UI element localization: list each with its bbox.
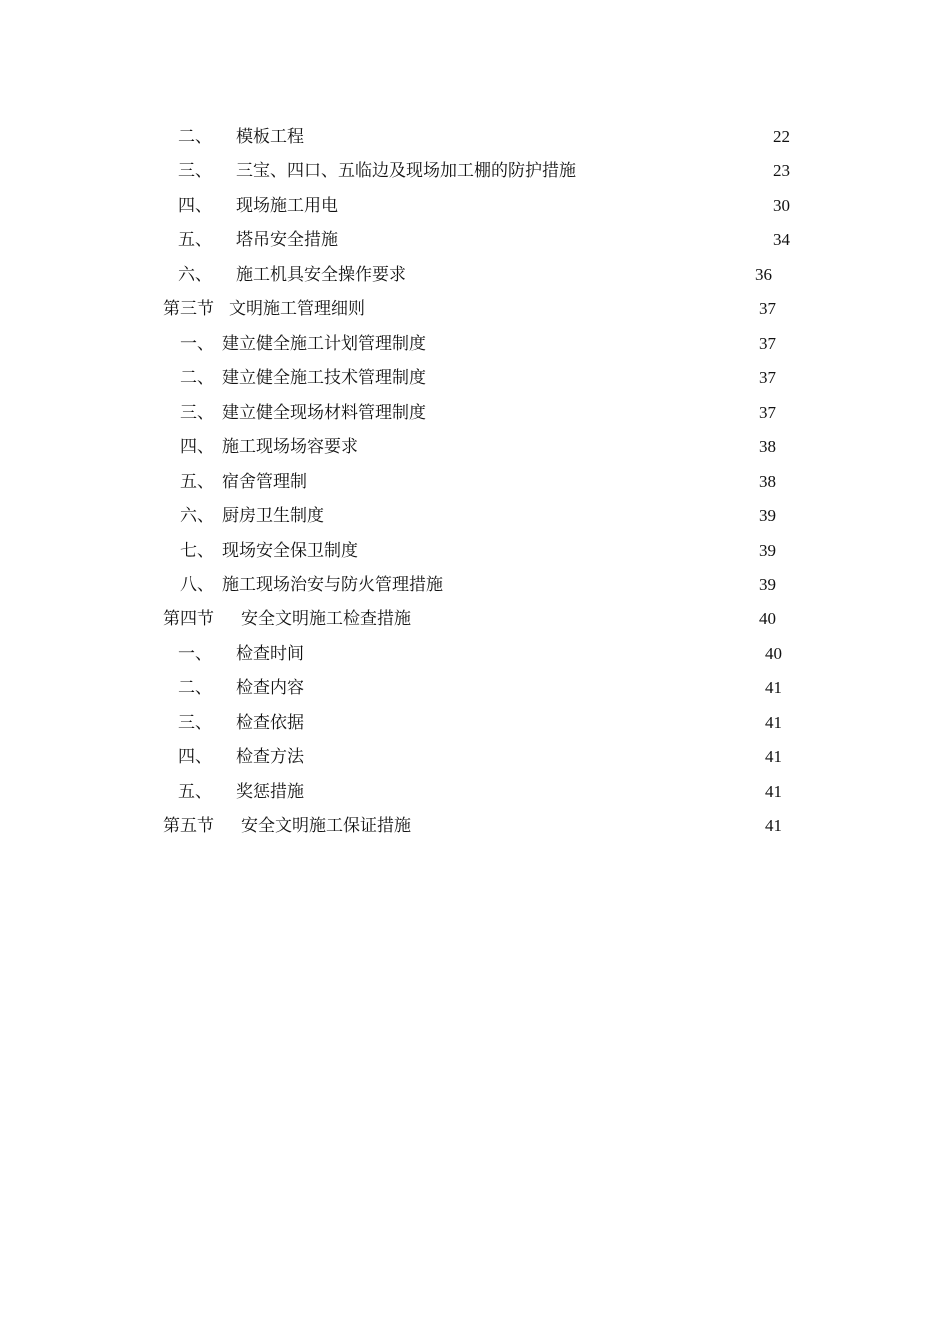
toc-entry-number: 二、 <box>178 127 212 147</box>
dot-leader <box>333 675 764 701</box>
dot-leader <box>315 641 764 667</box>
toc-entry[interactable] <box>178 262 772 288</box>
toc-entry-page: 36 <box>755 265 772 284</box>
toc-entry-title: 塔吊安全措施 <box>236 230 338 250</box>
toc-entry-number: 四、 <box>178 196 212 216</box>
toc-entry[interactable] <box>178 641 782 667</box>
toc-entry-page: 40 <box>765 644 782 663</box>
toc-entry-title: 建立健全现场材料管理制度 <box>222 403 426 423</box>
dot-leader <box>359 538 758 564</box>
toc-entry-title: 模板工程 <box>236 127 304 147</box>
dot-leader <box>577 158 772 184</box>
toc-entry-page: 37 <box>759 368 776 387</box>
toc-entry-number: 七、 <box>180 541 214 561</box>
toc-entry-number: 三、 <box>178 161 212 181</box>
toc-entry-title: 检查时间 <box>236 644 304 664</box>
toc-entry-page: 22 <box>773 127 790 146</box>
toc-entry-number: 五、 <box>178 230 212 250</box>
dot-leader <box>432 813 448 839</box>
toc-entry-title: 现场施工用电 <box>236 196 338 216</box>
dot-leader <box>445 365 758 391</box>
toc-entry-title: 建立健全施工计划管理制度 <box>222 334 426 354</box>
dot-leader <box>396 296 758 322</box>
toc-entry-page: 41 <box>765 678 782 697</box>
dot-leader <box>462 813 764 839</box>
toc-entry[interactable] <box>178 675 782 701</box>
toc-entry[interactable] <box>180 400 776 426</box>
dot-leader <box>359 227 772 253</box>
toc-entry-page: 38 <box>759 437 776 456</box>
toc-entry-page: 40 <box>759 609 776 628</box>
toc-section-title: 文明施工管理细则 <box>229 299 365 319</box>
dot-leader <box>467 779 764 805</box>
toc-entry[interactable] <box>178 124 790 150</box>
toc-entry-page: 41 <box>765 713 782 732</box>
toc-entry-number: 六、 <box>178 265 212 285</box>
toc-entry-title: 检查方法 <box>236 747 304 767</box>
toc-entry-number: 一、 <box>178 644 212 664</box>
toc-entry-page: 34 <box>773 230 790 249</box>
toc-entry-title: 三宝、四口、五临边及现场加工棚的防护措施 <box>236 161 576 181</box>
toc-entry-title: 检查依据 <box>236 713 304 733</box>
toc-entry[interactable] <box>180 365 776 391</box>
toc-entry[interactable] <box>178 744 782 770</box>
toc-entry-title: 奖惩措施 <box>236 782 304 802</box>
dot-leader <box>305 124 772 150</box>
toc-entry-number: 二、 <box>180 368 214 388</box>
toc-entry-page: 37 <box>759 334 776 353</box>
toc-entry-title: 施工现场治安与防火管理措施 <box>222 575 443 595</box>
toc-section-title: 安全文明施工检查措施 <box>241 609 411 629</box>
toc-entry-number: 五、 <box>178 782 212 802</box>
toc-entry-number: 三、 <box>178 713 212 733</box>
toc-section-title: 安全文明施工保证措施 <box>241 816 411 836</box>
toc-entry-number: 八、 <box>180 575 214 595</box>
toc-section-entry[interactable] <box>163 296 776 322</box>
toc-entry[interactable] <box>178 193 790 219</box>
dot-leader <box>391 744 764 770</box>
dot-leader <box>464 572 758 598</box>
dot-leader <box>359 434 758 460</box>
toc-entry[interactable] <box>180 469 776 495</box>
toc-entry-page: 37 <box>759 299 776 318</box>
toc-section-number: 第四节 <box>163 609 214 629</box>
toc-entry-page: 37 <box>759 403 776 422</box>
dot-leader <box>432 606 758 632</box>
toc-entry-number: 二、 <box>178 678 212 698</box>
toc-entry-page: 39 <box>759 506 776 525</box>
toc-entry-page: 41 <box>765 782 782 801</box>
toc-entry-title: 厨房卫生制度 <box>222 506 324 526</box>
toc-entry-title: 施工现场场容要求 <box>222 437 358 457</box>
toc-entry-title: 施工机具安全操作要求 <box>236 265 406 285</box>
toc-entry-page: 41 <box>765 747 782 766</box>
toc-entry-title: 建立健全施工技术管理制度 <box>222 368 426 388</box>
toc-entry-number: 四、 <box>178 747 212 767</box>
dot-leader <box>325 503 758 529</box>
dot-leader <box>427 331 758 357</box>
toc-entry[interactable] <box>178 227 790 253</box>
toc-entry-number: 一、 <box>180 334 214 354</box>
toc-entry[interactable] <box>180 331 776 357</box>
toc-entry-page: 39 <box>759 541 776 560</box>
toc-entry[interactable] <box>178 779 782 805</box>
dot-leader <box>315 710 764 736</box>
toc-entry-title: 现场安全保卫制度 <box>222 541 358 561</box>
toc-section-number: 第三节 <box>163 299 214 319</box>
toc-entry[interactable] <box>180 572 776 598</box>
toc-entry-number: 六、 <box>180 506 214 526</box>
toc-section-entry[interactable] <box>163 606 776 632</box>
toc-entry-page: 38 <box>759 472 776 491</box>
toc-entry-number: 四、 <box>180 437 214 457</box>
dot-leader <box>305 744 379 770</box>
dot-leader <box>407 262 754 288</box>
toc-entry-title: 宿舍管理制 <box>222 472 307 492</box>
toc-entry-page: 39 <box>759 575 776 594</box>
toc-entry-page: 23 <box>773 161 790 180</box>
toc-entry-title: 检查内容 <box>236 678 304 698</box>
toc-entry-page: 41 <box>765 816 782 835</box>
toc-entry[interactable] <box>180 538 776 564</box>
toc-entry-number: 五、 <box>180 472 214 492</box>
toc-entry[interactable] <box>180 434 776 460</box>
dot-leader <box>305 779 455 805</box>
toc-section-number: 第五节 <box>163 816 214 836</box>
toc-section-entry[interactable] <box>163 813 782 839</box>
dot-leader <box>427 400 758 426</box>
toc-entry-number: 三、 <box>180 403 214 423</box>
toc-entry[interactable] <box>178 158 790 184</box>
dot-leader <box>332 469 758 495</box>
toc-entry[interactable] <box>178 710 782 736</box>
toc-entry[interactable] <box>180 503 776 529</box>
toc-entry-page: 30 <box>773 196 790 215</box>
dot-leader <box>339 193 772 219</box>
